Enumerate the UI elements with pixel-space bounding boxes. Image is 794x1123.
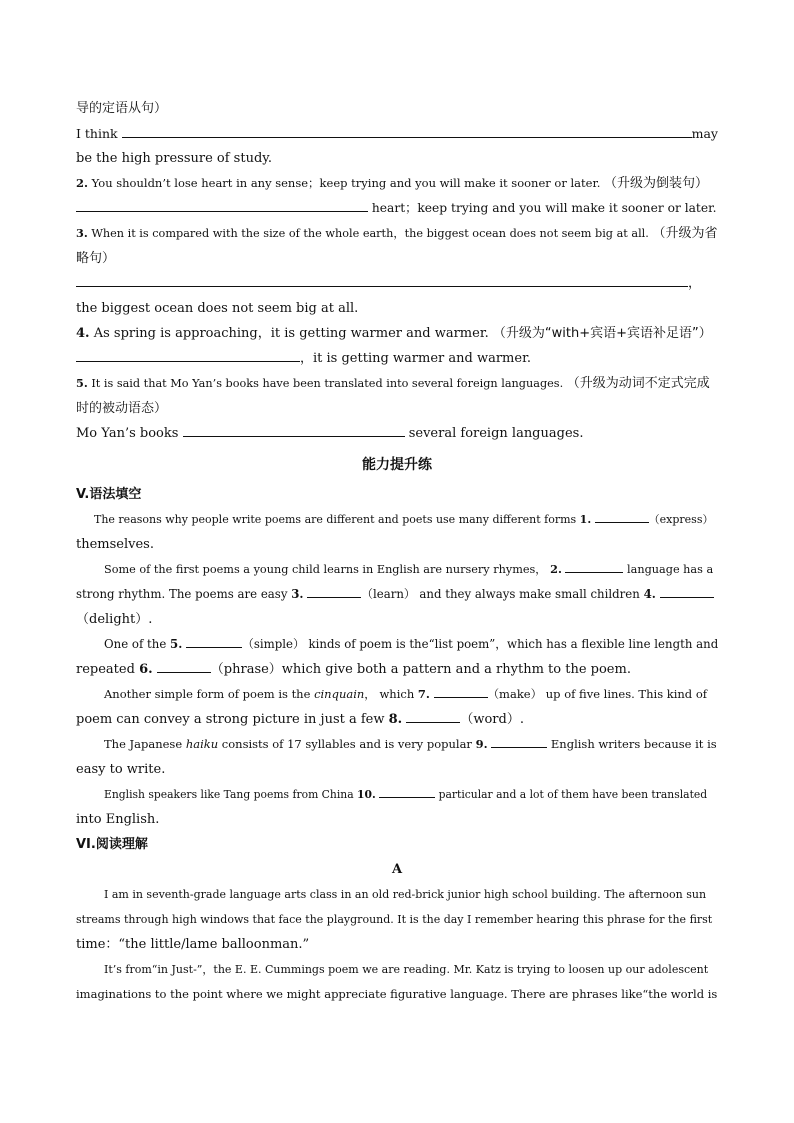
- grammar-p1-text: The reasons why people write poems are different and poets use many different forms: [94, 513, 577, 526]
- q3-answer-line: [76, 271, 718, 296]
- q3-number: 3.: [76, 226, 88, 240]
- q1-prefix: I think: [76, 126, 118, 141]
- q2-hint: （升级为倒装句）: [604, 176, 709, 191]
- grammar-title: V.语法填空: [76, 487, 142, 502]
- grammar-p2-text-c: strong rhythm. The poems are easy: [76, 587, 288, 601]
- grammar-p6-text-b: particular and a lot of them have been translated: [438, 788, 708, 801]
- hint-5: （simple）: [242, 637, 305, 651]
- reading-title: VI.阅读理解: [76, 837, 148, 852]
- q3-hint-continued: 略句）: [76, 251, 116, 266]
- q3-text: When it is compared with the size of the whole earth，the biggest ocean does not seem big at all.: [91, 227, 649, 240]
- q5-answer-line: [76, 421, 718, 446]
- blank-1-number: 1.: [579, 513, 592, 526]
- blank-7[interactable]: [434, 683, 488, 698]
- q3-line: [76, 221, 718, 246]
- q4-line: [76, 321, 718, 346]
- q1-answer-blank[interactable]: [122, 123, 692, 138]
- q1-line: [76, 121, 718, 146]
- hint-1: （express）: [648, 513, 714, 526]
- hint-7: （make）: [487, 687, 543, 701]
- blank-2[interactable]: [565, 558, 623, 573]
- grammar-p3-text-b: kinds of poem is the“list poem”，which has a flexible line length and: [308, 637, 719, 651]
- blank-9-number: 9.: [475, 737, 488, 751]
- grammar-p1-end: themselves.: [76, 537, 154, 552]
- blank-5-number: 5.: [170, 637, 183, 651]
- q3-comma: ，: [688, 276, 702, 291]
- blank-2-number: 2.: [550, 562, 562, 576]
- grammar-p4: [76, 682, 718, 707]
- grammar-p6: [76, 782, 718, 807]
- grammar-p2-text-d: and they always make small children: [419, 587, 640, 601]
- blank-7-number: 7.: [417, 687, 430, 701]
- q1-continuation: be the high pressure of study.: [76, 151, 273, 166]
- grammar-p6-text: English speakers like Tang poems from China: [104, 788, 354, 801]
- q2-text: You shouldn’t lose heart in any sense；keep trying and you will make it sooner or later.: [91, 176, 601, 190]
- haiku-term: haiku: [185, 737, 219, 751]
- blank-6-number: 6.: [139, 662, 153, 677]
- reading-line-2: streams through high windows that face the playground. It is the day I remember hearing this phrase for the first: [76, 913, 713, 926]
- blank-6[interactable]: [157, 658, 211, 673]
- blank-1[interactable]: [595, 508, 649, 523]
- blank-3-number: 3.: [291, 587, 304, 601]
- blank-10[interactable]: [379, 783, 435, 798]
- blank-5[interactable]: [186, 633, 242, 648]
- reading-line-1: I am in seventh-grade language arts class in an old red-brick junior high school building. The afternoon sun: [104, 888, 707, 901]
- q5-suffix: several foreign languages.: [408, 426, 584, 441]
- q5-line: [76, 371, 718, 396]
- blank-4[interactable]: [660, 583, 714, 598]
- worksheet-page: [76, 96, 718, 1007]
- passage-label: A: [391, 862, 403, 877]
- grammar-p2-text: Some of the first poems a young child learns in English are nursery rhymes，: [104, 563, 547, 576]
- reading-line-3: time：“the little/lame balloonman.”: [76, 937, 310, 952]
- blank-8[interactable]: [406, 708, 460, 723]
- q5-hint-continued: 时的被动语态）: [76, 401, 168, 416]
- q3-answer-text: the biggest ocean does not seem big at all.: [76, 301, 359, 316]
- grammar-p4-text: Another simple form of poem is the: [104, 687, 311, 701]
- q2-answer-line: [76, 196, 718, 221]
- q4-answer-blank[interactable]: [76, 347, 300, 362]
- q2-answer-text: heart；keep trying and you will make it sooner or later.: [371, 201, 717, 215]
- q3-hint: （升级为省: [652, 226, 718, 241]
- blank-3[interactable]: [307, 583, 361, 598]
- reading-line-5: imaginations to the point where we might appreciate figurative language. There are phrases like“the world is: [76, 987, 718, 1001]
- grammar-p4-text-d: poem can convey a strong picture in just a few: [76, 712, 385, 727]
- q2-answer-blank[interactable]: [76, 197, 368, 212]
- grammar-p5-line2: easy to write.: [76, 762, 166, 777]
- grammar-p3: [76, 632, 718, 657]
- hint-4: （delight）.: [76, 612, 153, 627]
- q4-answer-text: ，it is getting warmer and warmer.: [300, 351, 531, 366]
- section-title: 能力提升练: [362, 457, 432, 473]
- q5-text: It is said that Mo Yan’s books have been translated into several foreign languages.: [91, 377, 564, 390]
- blank-8-number: 8.: [388, 712, 403, 727]
- q3-answer-blank[interactable]: [76, 272, 688, 287]
- grammar-p5-text-b: consists of 17 syllables and is very popular: [221, 737, 472, 751]
- blank-9[interactable]: [491, 733, 547, 748]
- grammar-p3-text-c: repeated: [76, 662, 135, 677]
- grammar-p4-text-c: up of five lines. This kind of: [545, 687, 707, 701]
- q5-answer-blank[interactable]: [183, 422, 405, 437]
- q4-text: As spring is approaching，it is getting warmer and warmer.: [93, 326, 489, 341]
- grammar-p4-text-b: ， which: [364, 687, 415, 701]
- hint-3: （learn）: [361, 587, 416, 601]
- q4-number: 4.: [76, 326, 90, 341]
- q1-suffix: may: [691, 126, 718, 141]
- grammar-p3-text: One of the: [104, 637, 167, 651]
- hint-6: （phrase）which give both a pattern and a rhythm to the poem.: [210, 662, 631, 677]
- grammar-p3-line2: [76, 657, 718, 682]
- grammar-p2-line2: [76, 582, 718, 607]
- q2-line: [76, 171, 718, 196]
- q5-hint: （升级为动词不定式完成: [566, 376, 710, 391]
- grammar-p6-line2: into English.: [76, 812, 160, 827]
- blank-10-number: 10.: [357, 788, 376, 801]
- grammar-p5-text: The Japanese: [104, 737, 183, 751]
- q4-hint: （升级为“with+宾语+宾语补足语”）: [492, 326, 712, 341]
- continued-hint: 导的定语从句）: [76, 101, 168, 116]
- grammar-p4-line2: [76, 707, 718, 732]
- q2-number: 2.: [76, 176, 89, 190]
- grammar-p1: [76, 507, 718, 532]
- grammar-p5-text-c: English writers because it is: [550, 737, 717, 751]
- q4-answer-line: [76, 346, 718, 371]
- q5-number: 5.: [76, 376, 88, 390]
- hint-8: （word）.: [460, 712, 524, 727]
- reading-line-4: It’s from“in Just-”，the E. E. Cummings poem we are reading. Mr. Katz is trying to loosen up our adolescent: [104, 963, 709, 976]
- grammar-p5: [76, 732, 718, 757]
- q5-prefix: Mo Yan’s books: [76, 426, 179, 441]
- cinquain-term: cinquain: [314, 687, 365, 701]
- blank-4-number: 4.: [643, 587, 656, 601]
- grammar-p2-text-b: language has a: [627, 563, 714, 576]
- grammar-p2: [76, 557, 718, 582]
